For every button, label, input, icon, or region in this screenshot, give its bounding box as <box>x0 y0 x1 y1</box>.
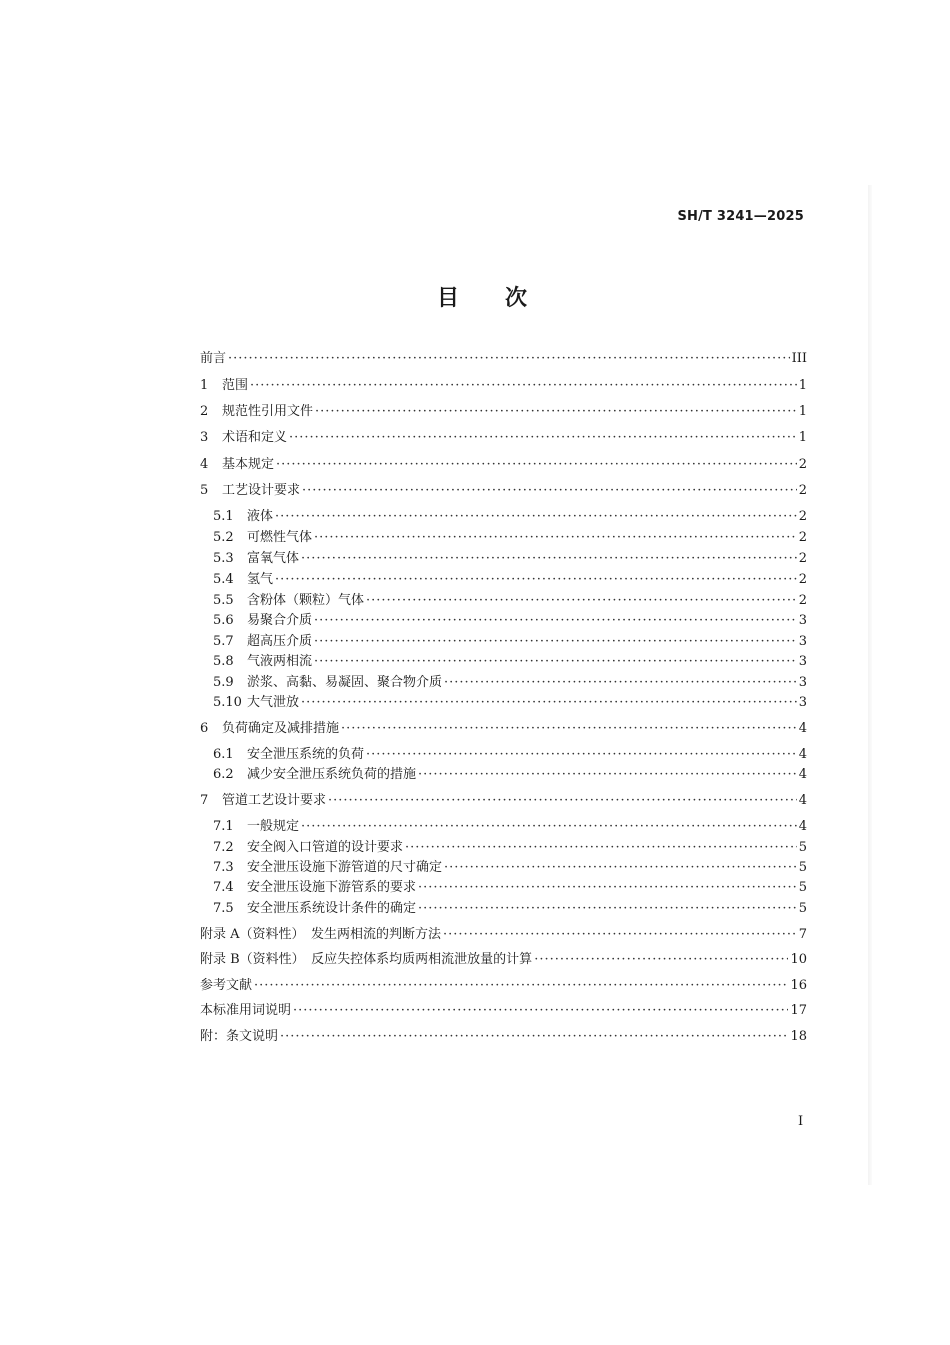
toc-entry[interactable] <box>213 591 807 611</box>
toc-leader-dots <box>315 402 797 422</box>
toc-entry[interactable] <box>200 719 807 739</box>
toc-entry-page: 3 <box>798 613 807 628</box>
toc-entry[interactable] <box>200 791 807 811</box>
toc-entry-label: 淤浆、高黏、易凝固、聚合物介质 <box>247 675 443 690</box>
toc-entry-label: 易聚合介质 <box>247 613 313 628</box>
toc-entry-number: 7 <box>200 793 209 808</box>
toc-entry-number: 6 <box>200 721 209 736</box>
toc-leader-dots <box>341 719 797 739</box>
toc-entry-label: 可燃性气体 <box>247 530 313 545</box>
toc-leader-dots <box>250 376 797 396</box>
toc-entry[interactable] <box>200 950 807 970</box>
toc-leader-dots <box>276 455 797 475</box>
toc-entry-page: 4 <box>798 819 807 834</box>
toc-entry-label: 安全泄压设施下游管道的尺寸确定 <box>247 860 443 875</box>
toc-entry-page: 1 <box>798 430 807 445</box>
toc-entry-label: 安全泄压系统的负荷 <box>247 747 365 762</box>
toc-entry[interactable] <box>200 402 807 422</box>
toc-entry-page: 2 <box>798 457 807 472</box>
toc-entry-label: 附录 A（资料性） 发生两相流的判断方法 <box>200 927 442 942</box>
toc-entry[interactable] <box>213 673 807 693</box>
toc-entry-label: 气液两相流 <box>247 654 313 669</box>
toc-entry[interactable] <box>200 455 807 475</box>
toc-entry-label: 术语和定义 <box>222 430 288 445</box>
toc-entry-label: 含粉体（颗粒）气体 <box>247 593 365 608</box>
toc-entry-label: 附：条文说明 <box>200 1029 279 1044</box>
toc-entry[interactable] <box>213 858 807 878</box>
toc-entry-page: 2 <box>798 530 807 545</box>
toc-leader-dots <box>405 838 797 858</box>
toc-entry-number: 7.2 <box>213 840 234 855</box>
toc-entry[interactable] <box>200 481 807 501</box>
toc-entry-number: 4 <box>200 457 209 472</box>
toc-leader-dots <box>366 591 797 611</box>
toc-entry[interactable] <box>213 652 807 672</box>
toc-entry-label: 安全阀入口管道的设计要求 <box>247 840 404 855</box>
toc-entry-label: 本标准用词说明 <box>200 1003 292 1018</box>
toc-leader-dots <box>328 791 797 811</box>
toc-entry[interactable] <box>200 925 807 945</box>
toc-entry-number: 5 <box>200 483 209 498</box>
toc-entry-page: 5 <box>798 880 807 895</box>
toc-entry-page: 16 <box>790 978 807 993</box>
toc-entry-label: 减少安全泄压系统负荷的措施 <box>247 767 417 782</box>
toc-leader-dots <box>275 570 797 590</box>
toc-leader-dots <box>314 528 797 548</box>
toc-entry-number: 1 <box>200 378 209 393</box>
toc-leader-dots <box>228 349 790 369</box>
toc-entry-page: 3 <box>798 695 807 710</box>
toc-entry[interactable] <box>213 549 807 569</box>
toc-leader-dots <box>301 693 797 713</box>
toc-entry-page: 1 <box>798 404 807 419</box>
toc-entry-label: 大气泄放 <box>247 695 300 710</box>
toc-entry-number: 6.1 <box>213 747 234 762</box>
toc-entry-number: 2 <box>200 404 209 419</box>
toc-entry-number: 6.2 <box>213 767 234 782</box>
toc-entry-number: 5.10 <box>213 695 242 710</box>
toc-entry-page: 18 <box>790 1029 807 1044</box>
toc-entry-page: 17 <box>790 1003 807 1018</box>
toc-entry-number: 5.5 <box>213 593 234 608</box>
toc-entry[interactable] <box>200 376 807 396</box>
standard-code: SH/T 3241—2025 <box>677 209 804 224</box>
toc-entry-page: 4 <box>798 767 807 782</box>
toc-entry-label: 富氧气体 <box>247 551 300 566</box>
toc-entry[interactable] <box>213 899 807 919</box>
toc-entry[interactable] <box>200 1027 807 1047</box>
toc-entry-page: 1 <box>798 378 807 393</box>
toc-entry-page: 4 <box>798 793 807 808</box>
toc-entry-number: 5.1 <box>213 509 234 524</box>
toc-entry-label: 氢气 <box>247 572 274 587</box>
toc-entry[interactable] <box>213 693 807 713</box>
toc-entry[interactable] <box>200 1001 807 1021</box>
page-number: I <box>798 1114 804 1129</box>
toc-entry[interactable] <box>213 528 807 548</box>
toc-entry-label: 一般规定 <box>247 819 300 834</box>
toc-entry-page: 3 <box>798 634 807 649</box>
toc-entry-number: 5.8 <box>213 654 234 669</box>
toc-entry-page: 3 <box>798 675 807 690</box>
toc-leader-dots <box>444 673 797 693</box>
toc-leader-dots <box>301 817 797 837</box>
toc-entry-number: 5.6 <box>213 613 234 628</box>
toc-leader-dots <box>314 632 797 652</box>
toc-entry-page: 5 <box>798 840 807 855</box>
toc-entry[interactable] <box>213 632 807 652</box>
toc-leader-dots <box>275 507 797 527</box>
toc-leader-dots <box>418 765 797 785</box>
toc-entry[interactable] <box>213 838 807 858</box>
toc-entry-page: 5 <box>798 901 807 916</box>
toc-leader-dots <box>280 1027 788 1047</box>
toc-leader-dots <box>418 878 797 898</box>
toc-leader-dots <box>314 611 797 631</box>
toc-entry[interactable] <box>213 507 807 527</box>
toc-entry[interactable] <box>200 349 807 369</box>
toc-entry-label: 安全泄压设施下游管系的要求 <box>247 880 417 895</box>
toc-entry-label: 管道工艺设计要求 <box>222 793 327 808</box>
toc-entry-page: 3 <box>798 654 807 669</box>
toc-entry-page: 2 <box>798 483 807 498</box>
toc-entry-page: 5 <box>798 860 807 875</box>
toc-entry-label: 参考文献 <box>200 978 253 993</box>
toc-entry[interactable] <box>200 976 807 996</box>
toc-entry-label: 前言 <box>200 351 227 366</box>
toc-entry-page: 2 <box>798 509 807 524</box>
toc-leader-dots <box>444 858 797 878</box>
toc-entry-number: 3 <box>200 430 209 445</box>
toc-entry-number: 7.3 <box>213 860 234 875</box>
toc-entry-page: III <box>791 351 807 366</box>
toc-leader-dots <box>314 652 797 672</box>
toc-entry[interactable] <box>213 745 807 765</box>
toc-entry-page: 10 <box>790 952 807 967</box>
toc-leader-dots <box>254 976 788 996</box>
toc-leader-dots <box>302 481 797 501</box>
toc-entry-page: 2 <box>798 551 807 566</box>
toc-leader-dots <box>366 745 797 765</box>
page-title: 目次 <box>436 286 573 311</box>
toc-entry-label: 工艺设计要求 <box>222 483 301 498</box>
toc-entry-label: 液体 <box>247 509 274 524</box>
toc-entry-number: 5.4 <box>213 572 234 587</box>
toc-entry[interactable] <box>213 765 807 785</box>
toc-entry-number: 7.1 <box>213 819 234 834</box>
toc-entry-number: 7.4 <box>213 880 234 895</box>
toc-entry-page: 4 <box>798 721 807 736</box>
toc-leader-dots <box>534 950 788 970</box>
toc-entry-number: 5.3 <box>213 551 234 566</box>
toc-entry[interactable] <box>213 878 807 898</box>
toc-leader-dots <box>289 428 797 448</box>
toc-entry-number: 7.5 <box>213 901 234 916</box>
toc-entry-number: 5.9 <box>213 675 234 690</box>
toc-entry[interactable] <box>213 570 807 590</box>
toc-entry-page: 4 <box>798 747 807 762</box>
toc-entry[interactable] <box>200 428 807 448</box>
toc-entry-label: 规范性引用文件 <box>222 404 314 419</box>
toc-entry-label: 范围 <box>222 378 249 393</box>
toc-entry[interactable] <box>213 817 807 837</box>
toc-leader-dots <box>443 925 797 945</box>
toc-leader-dots <box>301 549 797 569</box>
toc-entry-label: 安全泄压系统设计条件的确定 <box>247 901 417 916</box>
toc-entry-label: 附录 B（资料性） 反应失控体系均质两相流泄放量的计算 <box>200 952 533 967</box>
toc-entry-label: 负荷确定及减排措施 <box>222 721 340 736</box>
toc-entry-page: 2 <box>798 572 807 587</box>
toc-entry-number: 5.2 <box>213 530 234 545</box>
toc-leader-dots <box>293 1001 788 1021</box>
toc-entry-label: 超高压介质 <box>247 634 313 649</box>
toc-entry-number: 5.7 <box>213 634 234 649</box>
toc-entry-page: 7 <box>798 927 807 942</box>
toc-leader-dots <box>418 899 797 919</box>
toc-entry-label: 基本规定 <box>222 457 275 472</box>
toc-entry[interactable] <box>213 611 807 631</box>
toc-entry-page: 2 <box>798 593 807 608</box>
page-edge-shadow <box>868 185 872 1185</box>
